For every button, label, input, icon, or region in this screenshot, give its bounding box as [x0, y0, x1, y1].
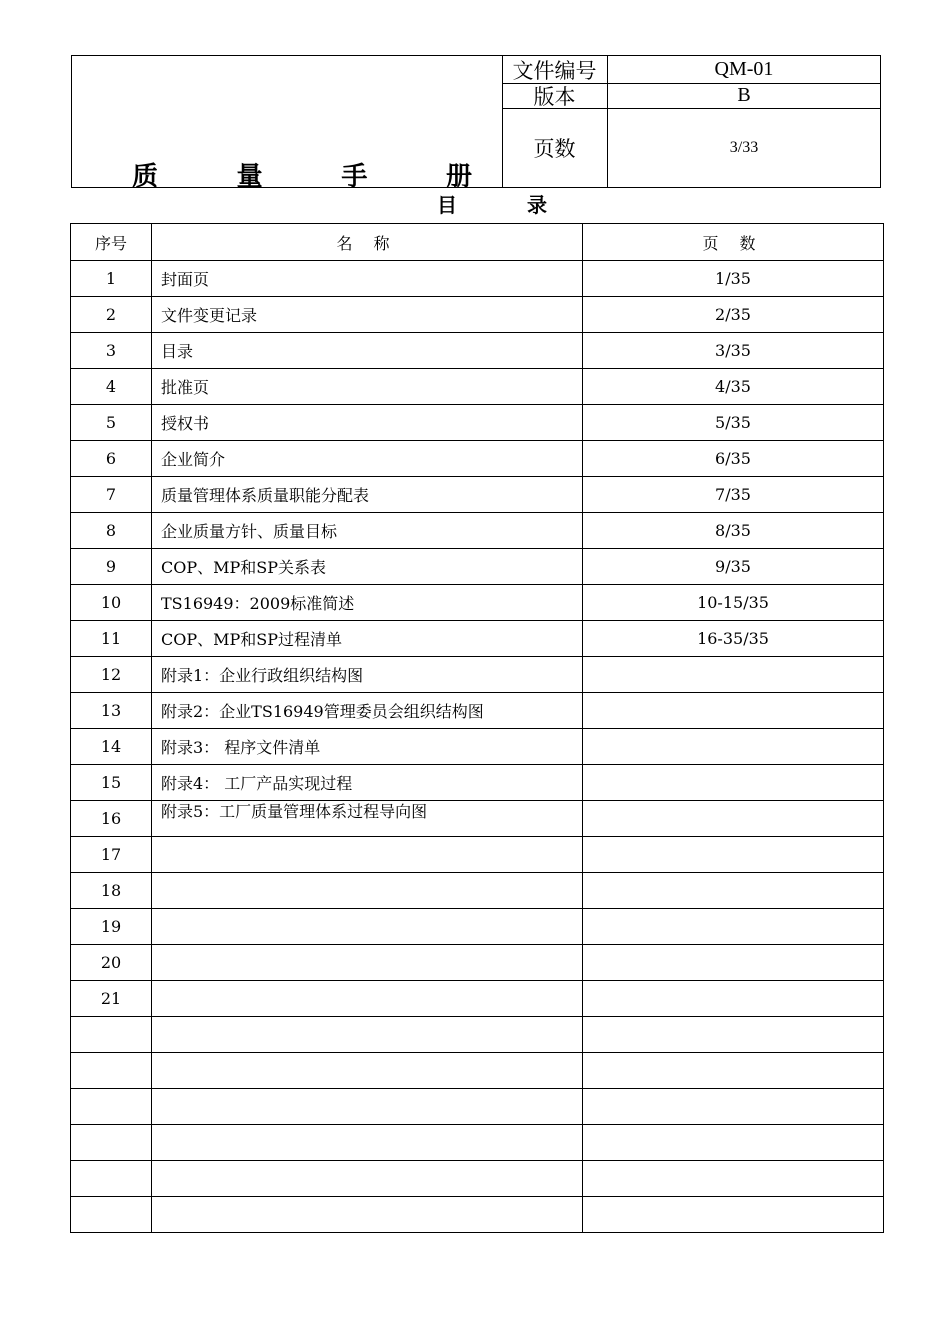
table-row — [71, 297, 884, 333]
row-page: 10-15/35 — [583, 585, 884, 621]
row-name: 目录 — [152, 333, 583, 369]
toc-table — [70, 223, 884, 1233]
table-row — [71, 405, 884, 441]
row-number: 10 — [71, 585, 152, 621]
row-name — [152, 837, 583, 873]
column-header-page — [583, 224, 884, 261]
table-row — [71, 837, 884, 873]
row-name: 质量管理体系质量职能分配表 — [152, 477, 583, 513]
document-title — [132, 156, 472, 193]
row-name — [152, 1089, 583, 1125]
table-row — [71, 1089, 884, 1125]
row-page — [583, 1017, 884, 1053]
row-page — [583, 1053, 884, 1089]
row-name — [152, 909, 583, 945]
row-name — [152, 1197, 583, 1233]
table-row — [71, 765, 884, 801]
table-row — [71, 1053, 884, 1089]
row-page — [583, 693, 884, 729]
row-page — [583, 1125, 884, 1161]
row-name — [152, 981, 583, 1017]
row-name — [152, 1161, 583, 1197]
row-number: 7 — [71, 477, 152, 513]
toc-body — [71, 261, 884, 1233]
column-header-name-text: 名 称 — [336, 233, 398, 253]
row-number: 5 — [71, 405, 152, 441]
table-row — [71, 801, 884, 837]
row-page — [583, 729, 884, 765]
row-number: 17 — [71, 837, 152, 873]
row-number: 4 — [71, 369, 152, 405]
row-page — [583, 1161, 884, 1197]
row-page: 1/35 — [583, 261, 884, 297]
table-row — [71, 1017, 884, 1053]
row-page: 3/35 — [583, 333, 884, 369]
row-page — [583, 909, 884, 945]
table-row — [71, 1197, 884, 1233]
table-row — [71, 657, 884, 693]
row-number: 3 — [71, 333, 152, 369]
row-page: 16-35/35 — [583, 621, 884, 657]
row-number: 18 — [71, 873, 152, 909]
row-name: 授权书 — [152, 405, 583, 441]
row-page: 2/35 — [583, 297, 884, 333]
row-name: TS16949：2009标准简述 — [152, 585, 583, 621]
row-page: 7/35 — [583, 477, 884, 513]
row-name — [152, 945, 583, 981]
title-char: 册 — [445, 162, 472, 192]
row-number: 16 — [71, 801, 152, 837]
row-name: 批准页 — [152, 369, 583, 405]
row-page — [583, 981, 884, 1017]
row-page: 9/35 — [583, 549, 884, 585]
row-page: 8/35 — [583, 513, 884, 549]
row-name: 附录3： 程序文件清单 — [152, 729, 583, 765]
table-row — [71, 261, 884, 297]
row-name: 企业质量方针、质量目标 — [152, 513, 583, 549]
row-number: 1 — [71, 261, 152, 297]
table-row — [71, 909, 884, 945]
row-number: 14 — [71, 729, 152, 765]
row-name: 附录4： 工厂产品实现过程 — [152, 765, 583, 801]
row-page — [583, 1089, 884, 1125]
toc-title-char: 目 — [437, 193, 457, 217]
column-header-name — [152, 224, 583, 261]
table-row — [71, 981, 884, 1017]
pages-row — [502, 109, 880, 187]
row-name: 附录5：工厂质量管理体系过程导向图 — [152, 801, 583, 837]
version-value: B — [737, 84, 751, 106]
row-name: COP、MP和SP过程清单 — [152, 621, 583, 657]
toc-title — [437, 189, 547, 218]
row-number: 9 — [71, 549, 152, 585]
row-name — [152, 1053, 583, 1089]
row-name: 附录2：企业TS16949管理委员会组织结构图 — [152, 693, 583, 729]
row-name: 企业简介 — [152, 441, 583, 477]
document-header — [71, 55, 881, 192]
row-name — [152, 1017, 583, 1053]
row-page — [583, 873, 884, 909]
row-number: 13 — [71, 693, 152, 729]
row-page — [583, 657, 884, 693]
table-row — [71, 549, 884, 585]
table-row — [71, 945, 884, 981]
row-name: 封面页 — [152, 261, 583, 297]
row-number — [71, 1017, 152, 1053]
table-row — [71, 441, 884, 477]
table-row — [71, 477, 884, 513]
row-name: 附录1：企业行政组织结构图 — [152, 657, 583, 693]
row-name: 文件变更记录 — [152, 297, 583, 333]
table-row — [71, 621, 884, 657]
row-number: 2 — [71, 297, 152, 333]
title-char: 质 — [132, 162, 159, 192]
table-row — [71, 513, 884, 549]
table-row — [71, 1125, 884, 1161]
toc-header-row — [71, 224, 884, 261]
doc-number-value: QM-01 — [714, 58, 774, 80]
table-row — [71, 369, 884, 405]
row-name: COP、MP和SP关系表 — [152, 549, 583, 585]
title-cell — [72, 56, 503, 192]
row-page: 6/35 — [583, 441, 884, 477]
row-number — [71, 1125, 152, 1161]
row-number: 6 — [71, 441, 152, 477]
table-row — [71, 693, 884, 729]
toc-title-char: 录 — [527, 193, 547, 217]
row-name — [152, 1125, 583, 1161]
row-number — [71, 1089, 152, 1125]
version-label: 版本 — [502, 83, 608, 108]
column-header-number: 序号 — [71, 224, 152, 261]
title-char: 量 — [236, 162, 263, 192]
pages-label: 页数 — [502, 109, 608, 187]
table-row — [71, 1161, 884, 1197]
version-row — [502, 83, 880, 109]
row-number: 12 — [71, 657, 152, 693]
row-number — [71, 1161, 152, 1197]
table-row — [71, 585, 884, 621]
row-page — [583, 1197, 884, 1233]
table-row — [71, 873, 884, 909]
doc-number-label: 文件编号 — [502, 56, 608, 83]
table-row — [71, 333, 884, 369]
row-page: 5/35 — [583, 405, 884, 441]
row-number: 19 — [71, 909, 152, 945]
row-page: 4/35 — [583, 369, 884, 405]
row-number: 21 — [71, 981, 152, 1017]
row-number — [71, 1053, 152, 1089]
row-page — [583, 837, 884, 873]
row-number — [71, 1197, 152, 1233]
row-page — [583, 765, 884, 801]
document-meta — [502, 56, 880, 187]
row-number: 8 — [71, 513, 152, 549]
row-number: 20 — [71, 945, 152, 981]
row-name — [152, 873, 583, 909]
row-page — [583, 945, 884, 981]
title-char: 手 — [341, 162, 368, 192]
row-page — [583, 801, 884, 837]
row-number: 11 — [71, 621, 152, 657]
row-number: 15 — [71, 765, 152, 801]
pages-value: 3/33 — [729, 139, 759, 156]
table-row — [71, 729, 884, 765]
column-header-page-text: 页 数 — [702, 233, 764, 253]
